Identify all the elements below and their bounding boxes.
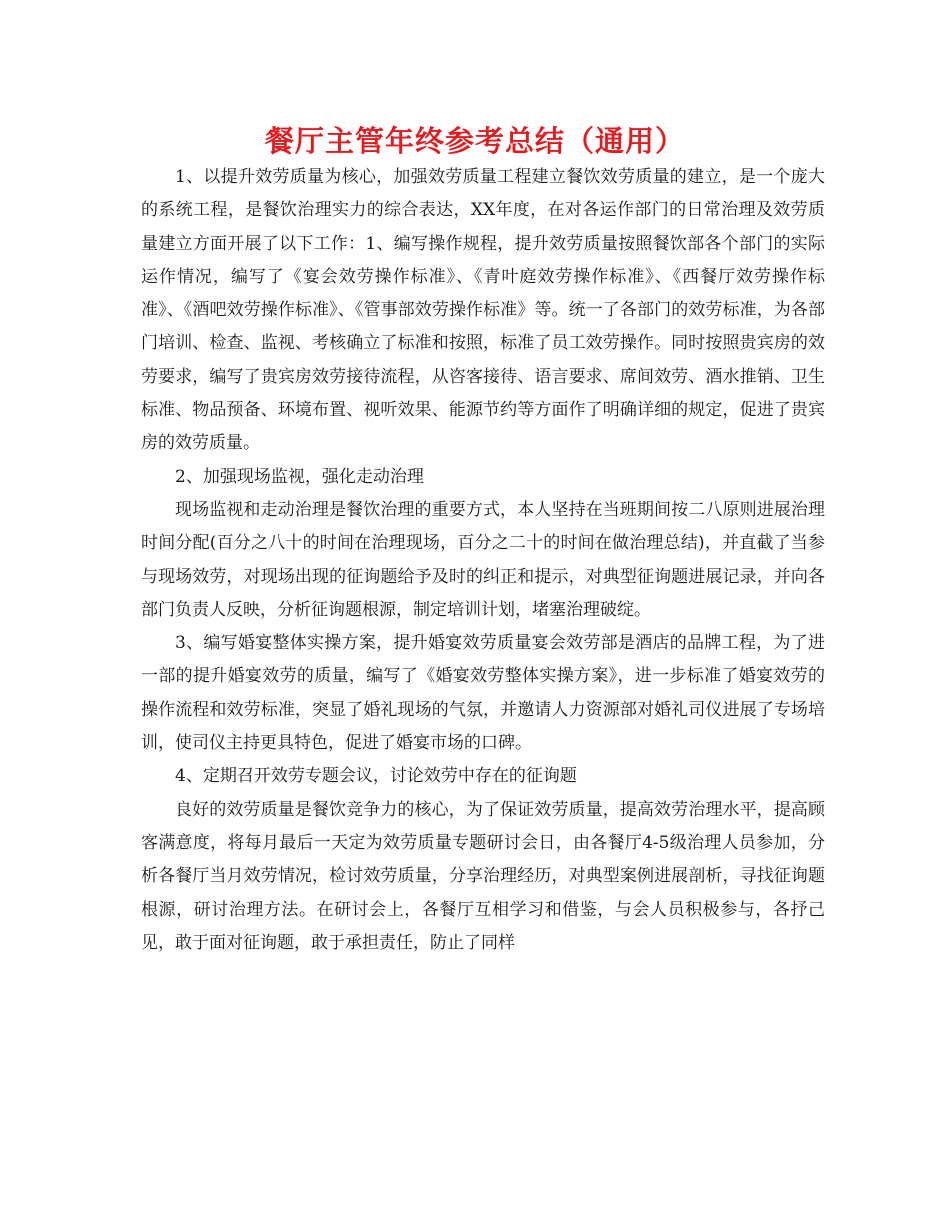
document-body: [141, 161, 825, 960]
document-title: 餐厅主管年终参考总结（通用）: [264, 124, 685, 158]
paragraph-1: 1、以提升效劳质量为核心，加强效劳质量工程建立餐饮效劳质量的建立，是一个庞大的系统工程，是餐饮治理实力的综合表达，XX年度，在对各运作部门的日常治理及效劳质量建立方面开展了以下工作：1、编写操作规程，提升效劳质量按照餐饮部各个部门的实际运作情况，编写了《宴会效劳操作标准》、《青叶庭效劳操作标准》、《西餐厅效劳操作标准》、《酒吧效劳操作标准》、《管事部效劳操作标准》等。统一了各部门的效劳标准，为各部门培训、检查、监视、考核确立了标准和按照，标准了员工效劳操作。同时按照贵宾房的效劳要求，编写了贵宾房效劳接待流程，从咨客接待、语言要求、席间效劳、酒水推销、卫生标准、物品预备、环境布置、视听效果、能源节约等方面作了明确详细的规定，促进了贵宾房的效劳质量。: [141, 167, 825, 454]
paragraph-3: 现场监视和走动治理是餐饮治理的重要方式，本人坚持在当班期间按二八原则进展治理时间分配(百分之八十的时间在治理现场，百分之二十的时间在做治理总结)，并直截了当参与现场效劳，对现场出现的征询题给予及时的纠正和提示，对典型征询题进展记录，并向各部门负责人反映，分析征询题根源，制定培训计划，堵塞治理破绽。: [141, 499, 825, 620]
paragraph-4: 3、编写婚宴整体实操方案，提升婚宴效劳质量宴会效劳部是酒店的品牌工程，为了进一部的提升婚宴效劳的质量，编写了《婚宴效劳整体实操方案》，进一步标准了婚宴效劳的操作流程和效劳标准，突显了婚礼现场的气氛，并邀请人力资源部对婚礼司仪进展了专场培训，使司仪主持更具特色，促进了婚宴市场的口碑。: [141, 633, 825, 754]
paragraph-6: 良好的效劳质量是餐饮竞争力的核心，为了保证效劳质量，提高效劳治理水平，提高顾客满意度，将每月最后一天定为效劳质量专题研讨会日，由各餐厅4-5级治理人员参加，分析各餐厅当月效劳情况，检讨效劳质量，分享治理经历，对典型案例进展剖析，寻找征询题根源，研讨治理方法。在研讨会上，各餐厅互相学习和借鉴，与会人员积极参与，各抒己见，敢于面对征询题，敢于承担责任，防止了同样: [141, 799, 825, 953]
paragraph-2-heading: 2、加强现场监视，强化走动治理: [175, 466, 424, 487]
paragraph-5-heading: 4、定期召开效劳专题会议，讨论效劳中存在的征询题: [175, 766, 577, 787]
